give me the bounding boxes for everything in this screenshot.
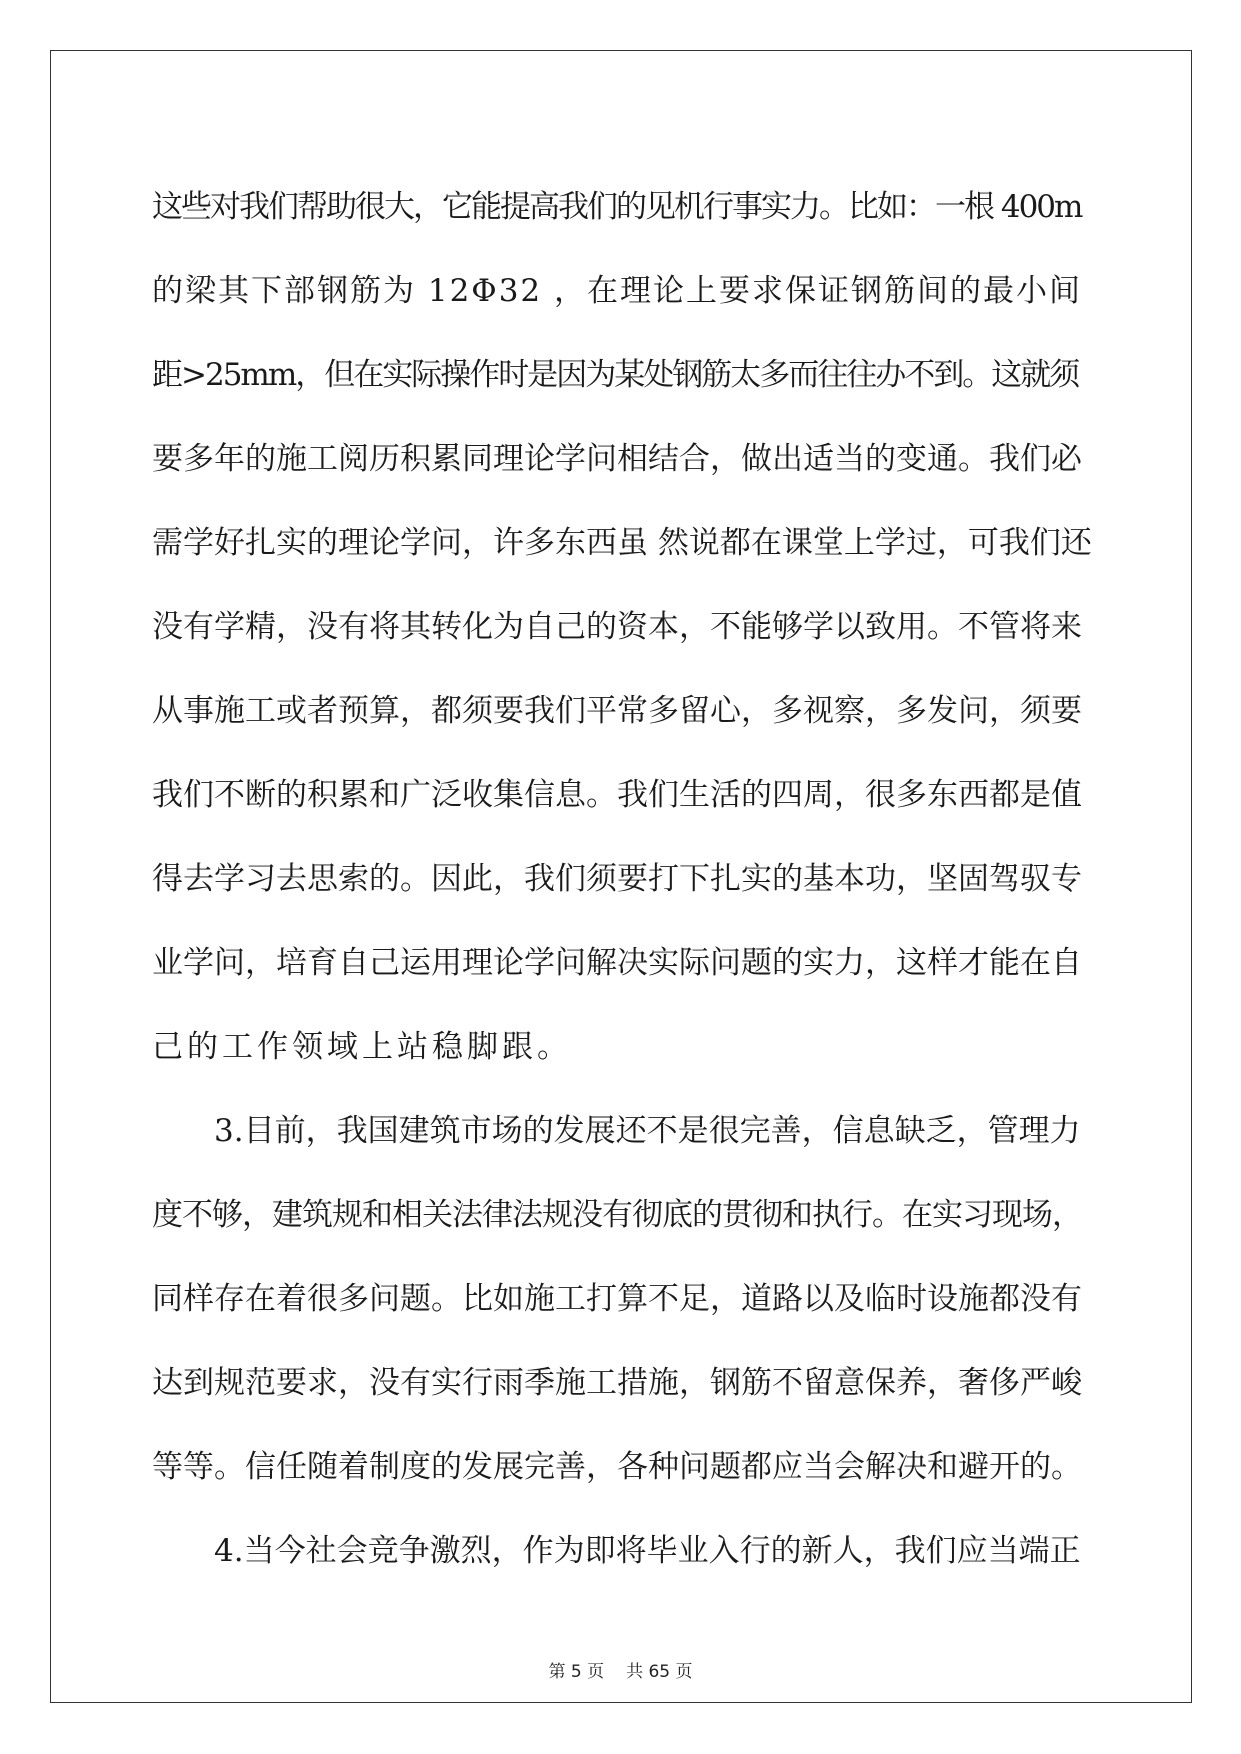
text-line: 3.目前，我国建筑市场的发展还不是很完善，信息缺乏，管理力 <box>214 1113 1081 1149</box>
page-footer <box>0 1657 1241 1682</box>
text-line: 没有学精，没有将其转化为自己的资本，不能够学以致用。不管将来 <box>152 609 1082 645</box>
paragraph-continued <box>152 165 1092 1089</box>
page-number: 第 5 页 <box>548 1662 605 1682</box>
text-line: 要多年的施工阅历积累同理论学问相结合，做出适当的变通。我们必 <box>152 441 1082 477</box>
text-line: 需学好扎实的理论学问，许多东西虽 然说都在课堂上学过，可我们还 <box>152 525 1092 561</box>
page-total: 共 65 页 <box>626 1662 693 1682</box>
text-line: 的梁其下部钢筋为 12Φ32 ，在理论上要求保证钢筋间的最小间 <box>152 273 1083 309</box>
text-line: 度不够，建筑规和相关法律法规没有彻底的贯彻和执行。在实习现场， <box>152 1197 1082 1233</box>
text-line: 得去学习去思索的。因此，我们须要打下扎实的基本功，坚固驾驭专 <box>152 861 1082 897</box>
text-line: 从事施工或者预算，都须要我们平常多留心，多视察，多发问，须要 <box>152 693 1082 729</box>
text-line: 我们不断的积累和广泛收集信息。我们生活的四周，很多东西都是值 <box>152 777 1082 813</box>
text-line: 达到规范要求，没有实行雨季施工措施，钢筋不留意保养，奢侈严峻 <box>152 1365 1082 1401</box>
paragraph-4 <box>152 1509 1092 1593</box>
text-line: 己的工作领域上站稳脚跟。 <box>152 1029 572 1065</box>
text-line: 距>25mm，但在实际操作时是因为某处钢筋太多而往往办不到。这就须 <box>152 357 1079 393</box>
text-line: 业学问，培育自己运用理论学问解决实际问题的实力，这样才能在自 <box>152 945 1082 981</box>
document-body <box>152 165 1092 1593</box>
text-line: 同样存在着很多问题。比如施工打算不足，道路以及临时设施都没有 <box>152 1281 1082 1317</box>
paragraph-3 <box>152 1089 1092 1509</box>
text-line: 等等。信任随着制度的发展完善，各种问题都应当会解决和避开的。 <box>152 1449 1082 1485</box>
text-line: 这些对我们帮助很大，它能提高我们的见机行事实力。比如：一根 400m <box>152 189 1082 225</box>
text-line: 4.当今社会竞争激烈，作为即将毕业入行的新人，我们应当端正 <box>214 1533 1081 1569</box>
